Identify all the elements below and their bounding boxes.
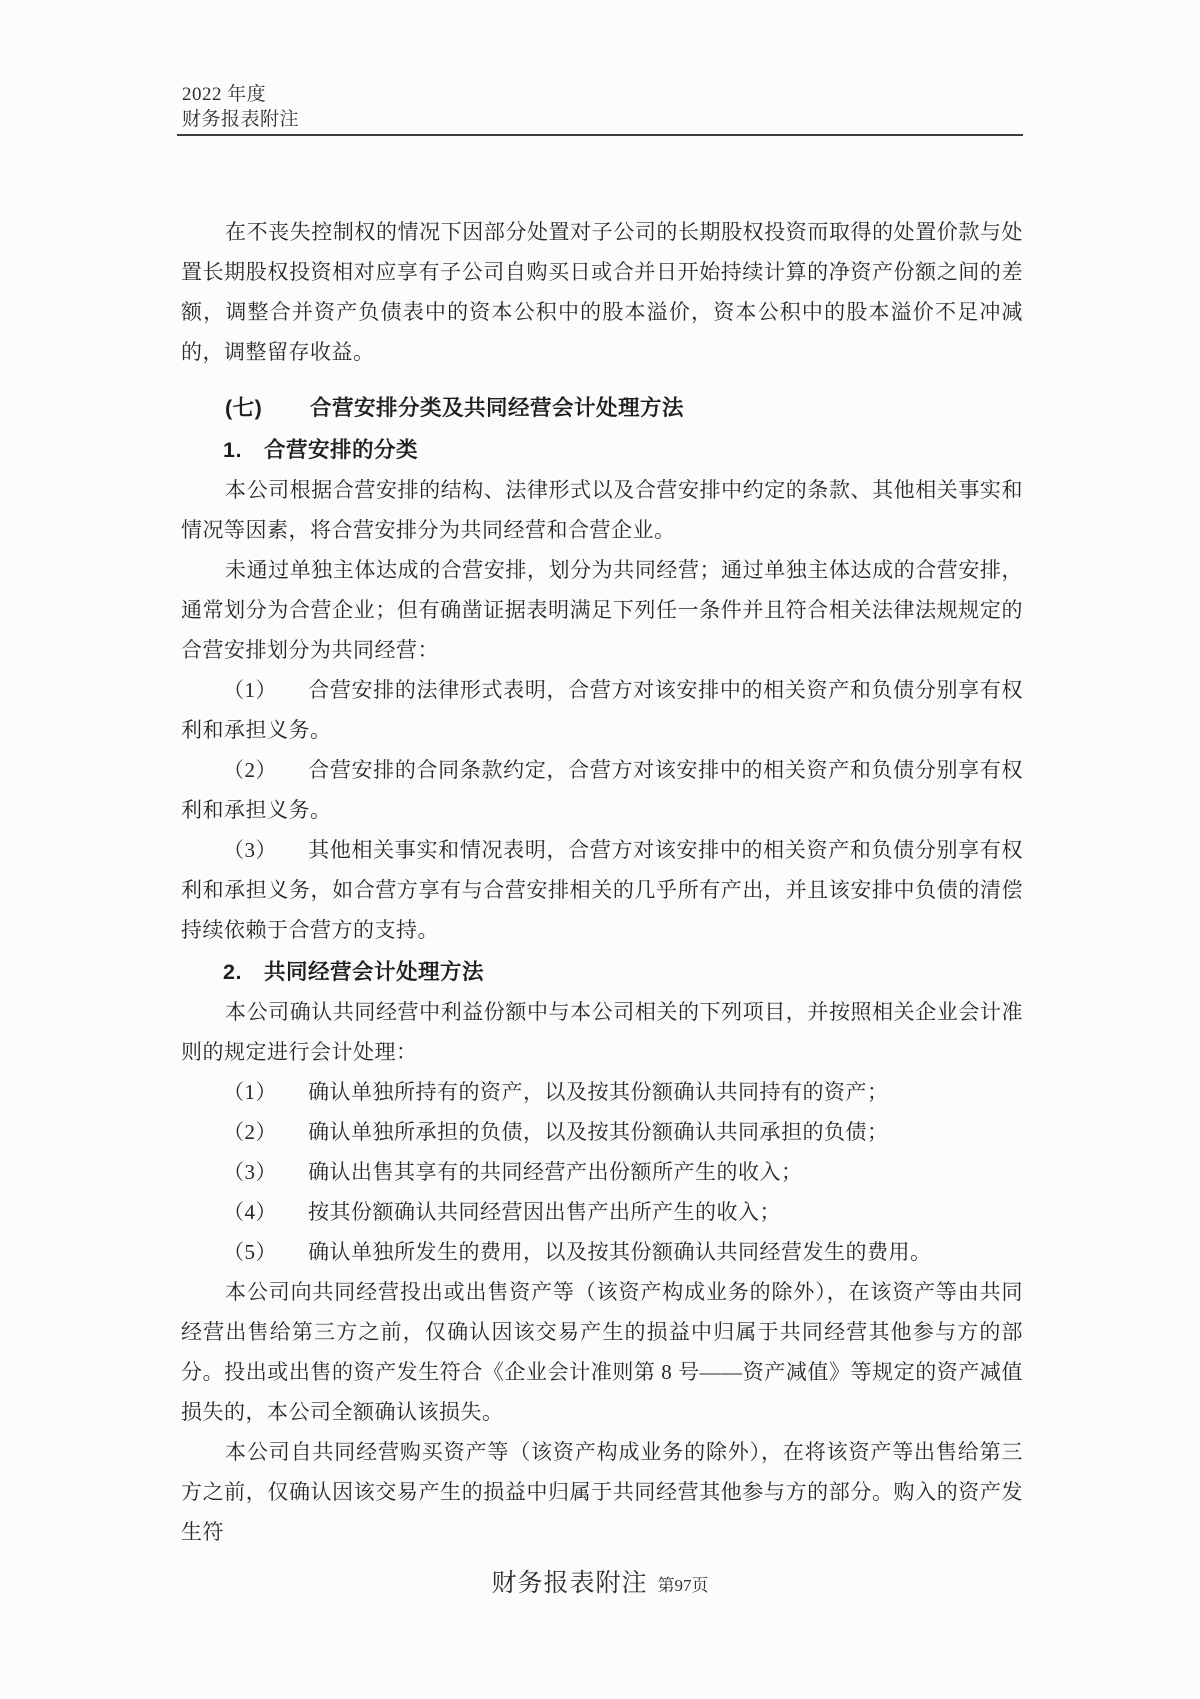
list-item <box>181 830 1023 950</box>
header-doc-title: 财务报表附注 <box>182 109 300 130</box>
list-item <box>181 670 1023 750</box>
list-item-text: 按其份额确认共同经营因出售产出所产生的收入； <box>308 1200 781 1224</box>
list-item-text: 确认单独所承担的负债，以及按其份额确认共同承担的负债； <box>308 1120 889 1144</box>
page-footer <box>0 1563 1200 1599</box>
footer-page-number: 第97页 <box>657 1576 709 1595</box>
sub-heading-1 <box>181 430 1023 470</box>
list-item-number: （2） <box>223 1120 277 1144</box>
paragraph-intro: 在不丧失控制权的情况下因部分处置对子公司的长期股权投资而取得的处置价款与处置长期股权投资相对应享有子公司自购买日或合并日开始持续计算的净资产份额之间的差额，调整合并资产负债表中的资本公积中的股本溢价，资本公积中的股本溢价不足冲减的，调整留存收益。 <box>181 220 1023 364</box>
list-item-number: （1） <box>223 678 277 702</box>
paragraph-joint-2: 本公司向共同经营投出或出售资产等（该资产构成业务的除外），在该资产等由共同经营出售给第三方之前，仅确认因该交易产生的损益中归属于共同经营其他参与方的部分。投出或出售的资产发生符合《企业会计准则第 8 号——资产减值》等规定的资产减值损失的，本公司全额确认该损失。 <box>181 1280 1023 1424</box>
list-item-text: 确认出售其享有的共同经营产出份额所产生的收入； <box>308 1160 803 1184</box>
paragraph-classification-2: 未通过单独主体达成的合营安排，划分为共同经营；通过单独主体达成的合营安排，通常划分为合营企业；但有确凿证据表明满足下列任一条件并且符合相关法律法规规定的合营安排划分为共同经营： <box>181 558 1023 662</box>
list-item-number: （3） <box>223 1160 277 1184</box>
list-item <box>181 1232 1023 1272</box>
paragraph-joint-1: 本公司确认共同经营中利益份额中与本公司相关的下列项目，并按照相关企业会计准则的规定进行会计处理： <box>181 1000 1023 1064</box>
paragraph-joint-3: 本公司自共同经营购买资产等（该资产构成业务的除外），在将该资产等出售给第三方之前，仅确认因该交易产生的损益中归属于共同经营其他参与方的部分。购入的资产发生符 <box>181 1440 1023 1544</box>
list-item-text: 合营安排的法律形式表明，合营方对该安排中的相关资产和负债分别享有权利和承担义务。 <box>181 678 1023 742</box>
document-body <box>181 212 1023 1552</box>
paragraph-classification-1: 本公司根据合营安排的结构、法律形式以及合营安排中约定的条款、其他相关事实和情况等因素，将合营安排分为共同经营和合营企业。 <box>181 478 1023 542</box>
list-item <box>181 1192 1023 1232</box>
header-rule <box>177 134 1023 136</box>
sub-heading-2-number: 2. <box>223 960 242 984</box>
list-item <box>181 1072 1023 1112</box>
sub-heading-1-title: 合营安排的分类 <box>264 438 419 462</box>
section-heading-7 <box>181 388 1023 428</box>
header-year: 2022 年度 <box>182 84 267 105</box>
list-item-number: （4） <box>223 1200 277 1224</box>
list-item <box>181 1112 1023 1152</box>
sub-heading-2 <box>181 952 1023 992</box>
list-item-number: （1） <box>223 1080 277 1104</box>
section-heading-title: 合营安排分类及共同经营会计处理方法 <box>310 396 685 420</box>
list-item-number: （5） <box>223 1240 277 1264</box>
list-item-number: （2） <box>223 758 277 782</box>
list-item <box>181 1152 1023 1192</box>
list-item-text: 确认单独所持有的资产，以及按其份额确认共同持有的资产； <box>308 1080 889 1104</box>
page-header <box>182 82 299 132</box>
list-item-text: 其他相关事实和情况表明，合营方对该安排中的相关资产和负债分别享有权利和承担义务，如合营方享有与合营安排相关的几乎所有产出，并且该安排中负债的清偿持续依赖于合营方的支持。 <box>181 838 1023 942</box>
list-item-number: （3） <box>223 838 277 862</box>
list-item-text: 确认单独所发生的费用，以及按其份额确认共同经营发生的费用。 <box>308 1240 932 1264</box>
sub-heading-1-number: 1. <box>223 438 242 462</box>
list-item <box>181 750 1023 830</box>
sub-heading-2-title: 共同经营会计处理方法 <box>264 960 485 984</box>
section-heading-number: (七) <box>225 396 263 420</box>
footer-title: 财务报表附注 <box>491 1570 648 1597</box>
list-item-text: 合营安排的合同条款约定，合营方对该安排中的相关资产和负债分别享有权利和承担义务。 <box>181 758 1023 822</box>
